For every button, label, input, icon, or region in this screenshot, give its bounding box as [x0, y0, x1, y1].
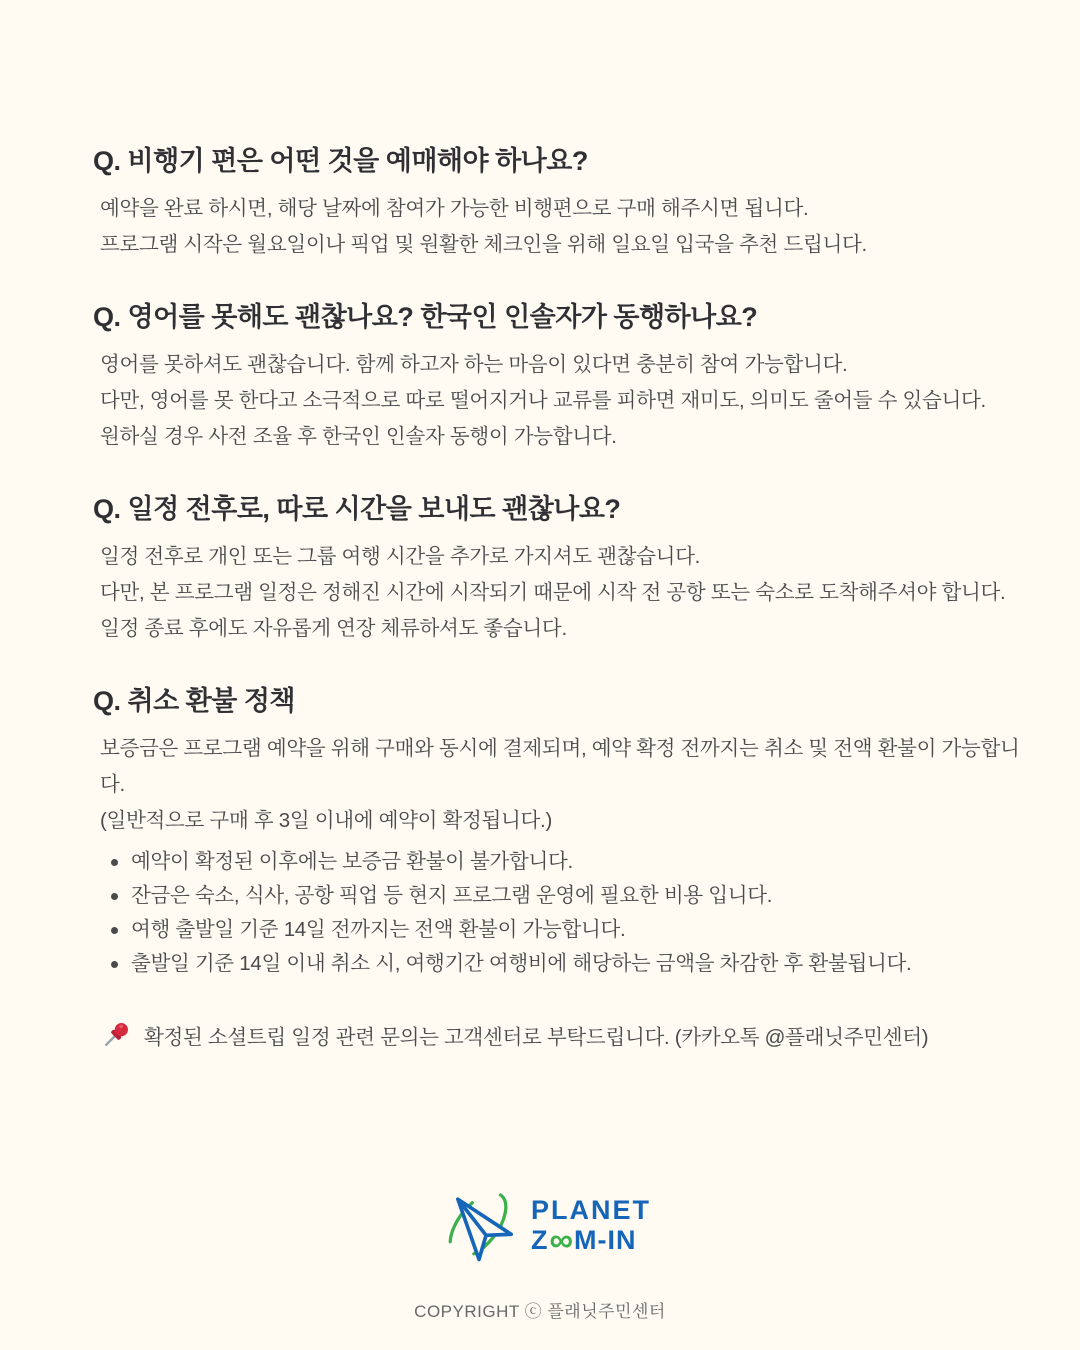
list-item: 예약이 확정된 이후에는 보증금 환불이 불가합니다. — [111, 845, 1025, 879]
logo-line2: Z ∞ M-IN — [531, 1221, 637, 1258]
footer — [0, 1174, 1080, 1322]
faq-answer-line: 일정 전후로 개인 또는 그룹 여행 시간을 추가로 가지셔도 괜찮습니다. — [100, 545, 701, 568]
faq-section-flight — [93, 145, 1025, 263]
faq-answer-line: 보증금은 프로그램 예약을 위해 구매와 동시에 결제되며, 예약 확정 전까지는 취소 및 전액 환불이 가능합니다. — [100, 737, 1020, 796]
faq-question: Q. 비행기 편은 어떤 것을 예매해야 하나요? — [93, 146, 588, 176]
contact-notice-text: 확정된 소셜트립 일정 관련 문의는 고객센터로 부탁드립니다. (카카오톡 @플래닛주민센터) — [144, 1026, 929, 1049]
logo-text — [531, 1195, 651, 1258]
faq-question: Q. 영어를 못해도 괜찮나요? 한국인 인솔자가 동행하나요? — [93, 302, 758, 332]
faq-question: Q. 일정 전후로, 따로 시간을 보내도 괜찮나요? — [93, 494, 621, 524]
list-item: 여행 출발일 기준 14일 전까지는 전액 환불이 가능합니다. — [111, 913, 1025, 947]
contact-notice — [93, 1019, 1025, 1051]
faq-section-free-time — [93, 493, 1025, 647]
refund-policy-list — [93, 845, 1025, 981]
faq-content — [93, 145, 1025, 1051]
faq-answer-line: 다만, 본 프로그램 일정은 정해진 시간에 시작되기 때문에 시작 전 공항 또는 숙소로 도착해주셔야 합니다. — [100, 581, 1006, 604]
logo-line1: PLANET — [531, 1195, 651, 1225]
faq-answer-line: 일정 종료 후에도 자유롭게 연장 체류하셔도 좋습니다. — [100, 617, 567, 640]
paper-plane-orbit-icon — [429, 1174, 527, 1276]
faq-answer-line: 원하실 경우 사전 조율 후 한국인 인솔자 동행이 가능합니다. — [100, 425, 617, 448]
planet-zoomin-logo — [429, 1174, 651, 1276]
faq-section-english — [93, 301, 1025, 455]
infinity-icon: ∞ — [549, 1221, 574, 1258]
faq-section-refund-policy — [93, 685, 1025, 981]
faq-answer-line: 프로그램 시작은 월요일이나 픽업 및 원활한 체크인을 위해 일요일 입국을 추천 드립니다. — [100, 233, 867, 256]
faq-answer-line: 영어를 못하셔도 괜찮습니다. 함께 하고자 하는 마음이 있다면 충분히 참여 가능합니다. — [100, 353, 848, 376]
faq-question: Q. 취소 환불 정책 — [93, 686, 295, 716]
list-item: 잔금은 숙소, 식사, 공항 픽업 등 현지 프로그램 운영에 필요한 비용 입니다. — [111, 879, 1025, 913]
list-item: 출발일 기준 14일 이내 취소 시, 여행기간 여행비에 해당하는 금액을 차감한 후 환불됩니다. — [111, 947, 1025, 981]
faq-answer-line: 예약을 완료 하시면, 해당 날짜에 참여가 가능한 비행편으로 구매 해주시면 됩니다. — [100, 197, 809, 220]
faq-answer-line: 다만, 영어를 못 한다고 소극적으로 따로 떨어지거나 교류를 피하면 재미도, 의미도 줄어들 수 있습니다. — [100, 389, 986, 412]
faq-answer-line: (일반적으로 구매 후 3일 이내에 예약이 확정됩니다.) — [100, 809, 552, 832]
pushpin-icon — [100, 1019, 132, 1051]
copyright-text: COPYRIGHT ⓒ 플래닛주민센터 — [414, 1302, 666, 1321]
